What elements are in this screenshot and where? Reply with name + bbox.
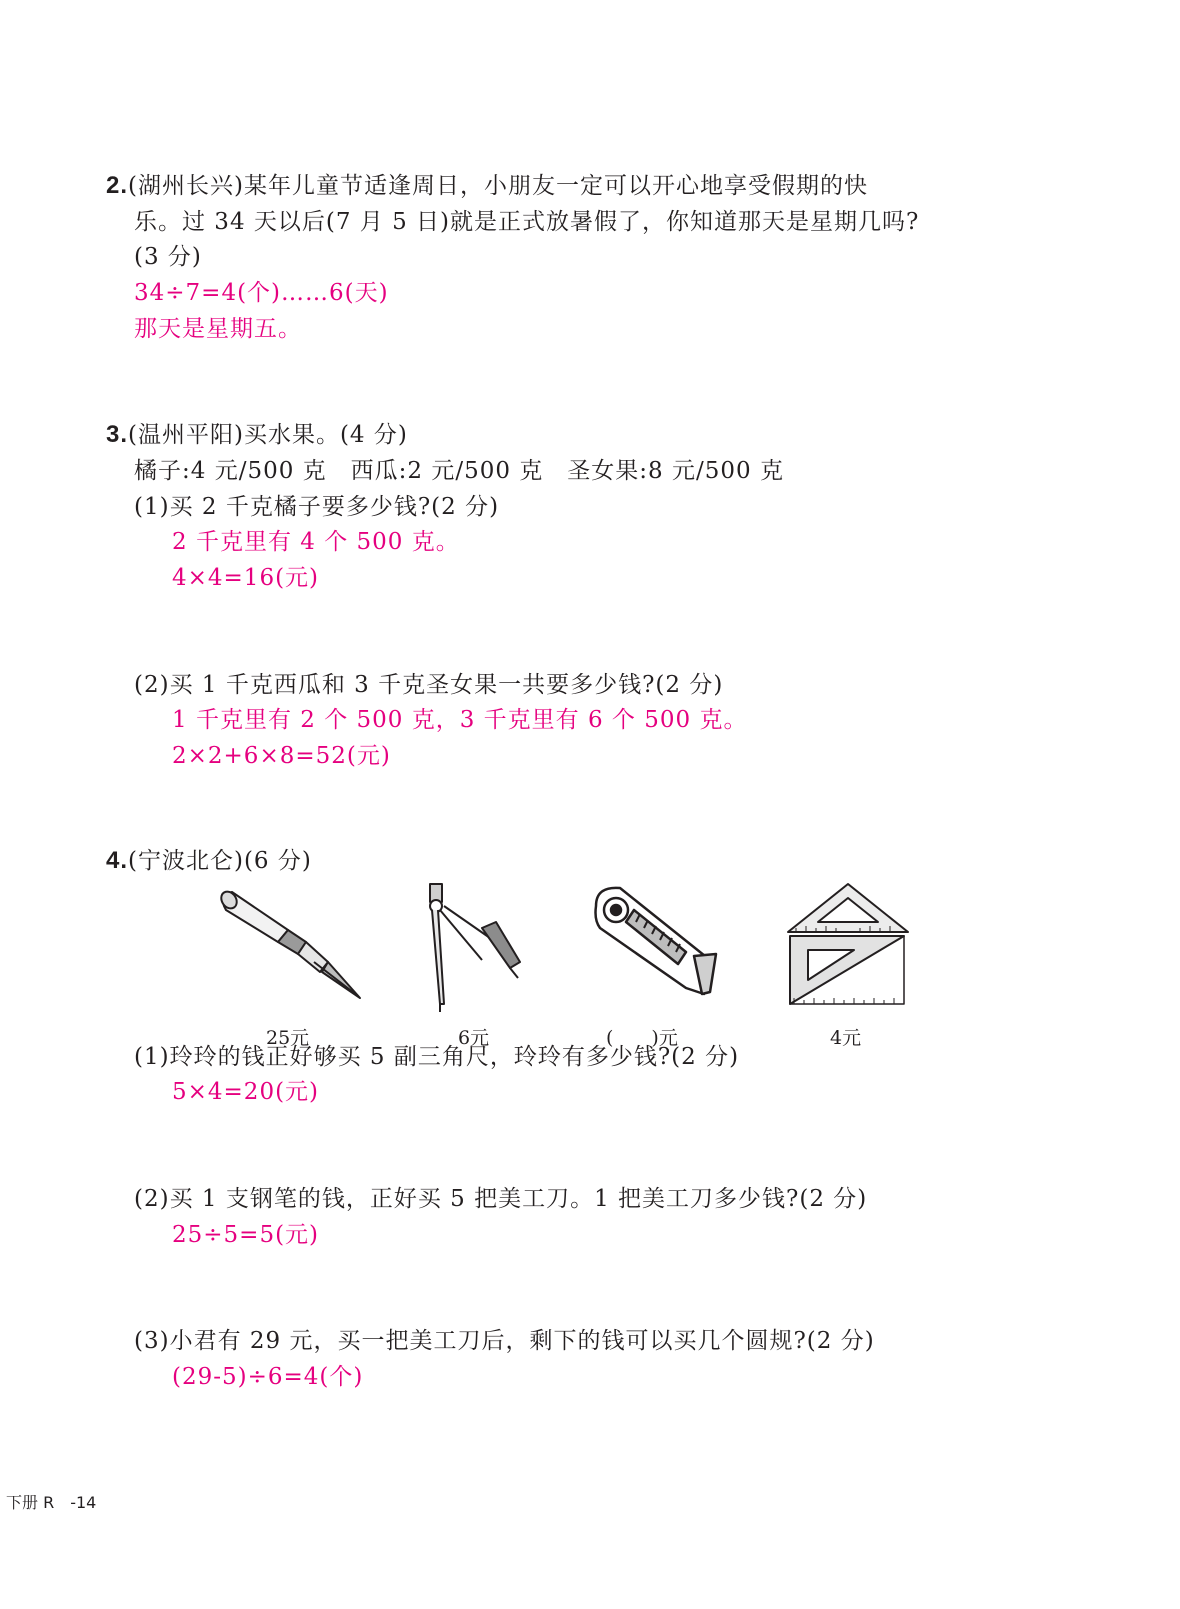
question-3-part-2-answer-1: 1 千克里有 2 个 500 克，3 千克里有 6 个 500 克。 — [172, 707, 748, 733]
pen-price: 25元 — [266, 1027, 310, 1049]
question-3-part-1: (1)买 2 千克橘子要多少钱?(2 分) — [134, 494, 500, 520]
question-4-part-2: (2)买 1 支钢笔的钱，正好买 5 把美工刀。1 把美工刀多少钱?(2 分) — [134, 1186, 868, 1212]
question-4-line-1 — [106, 846, 312, 876]
question-4-part-3-answer: (29-5)÷6=4(个) — [172, 1364, 364, 1390]
question-2-answer-calc: 34÷7=4(个)……6(天) — [134, 280, 389, 306]
question-3-prices: 橘子:4 元/500 克 西瓜:2 元/500 克 圣女果:8 元/500 克 — [134, 458, 784, 484]
question-2-number: 2. — [106, 172, 129, 199]
page-footer: 下册 R -14 — [6, 1493, 97, 1512]
question-4-part-1: (1)玲玲的钱正好够买 5 副三角尺，玲玲有多少钱?(2 分) — [134, 1044, 740, 1070]
compass-price: 6元 — [458, 1027, 490, 1049]
utility-knife-price: ( )元 — [606, 1027, 678, 1049]
utility-knife-icon — [586, 876, 726, 1016]
triangle-ruler-icon — [784, 876, 914, 1016]
stationery-figure — [218, 876, 930, 1056]
compass-icon — [410, 876, 530, 1016]
question-3-number: 3. — [106, 421, 129, 448]
triangle-ruler-price: 4元 — [830, 1027, 862, 1049]
question-3-title: (温州平阳)买水果。(4 分) — [128, 422, 408, 448]
question-4-part-3: (3)小君有 29 元，买一把美工刀后，剩下的钱可以买几个圆规?(2 分) — [134, 1328, 875, 1354]
question-3-part-1-answer-1: 2 千克里有 4 个 500 克。 — [172, 529, 460, 555]
question-4-part-1-answer: 5×4=20(元) — [172, 1079, 320, 1105]
question-2-text: (湖州长兴)某年儿童节适逢周日，小朋友一定可以开心地享受假期的快 — [128, 173, 868, 199]
question-3-part-2-answer-2: 2×2+6×8=52(元) — [172, 743, 391, 769]
question-4-part-2-answer: 25÷5=5(元) — [172, 1222, 320, 1248]
question-3-part-1-answer-2: 4×4=16(元) — [172, 565, 320, 591]
fountain-pen-icon — [218, 876, 368, 1016]
question-2-line-1 — [106, 171, 868, 201]
question-3-part-2: (2)买 1 千克西瓜和 3 千克圣女果一共要多少钱?(2 分) — [134, 672, 724, 698]
question-2-points: (3 分) — [134, 244, 202, 270]
question-2-answer-text: 那天是星期五。 — [134, 316, 302, 342]
question-3-line-1 — [106, 420, 408, 450]
question-2-line-2: 乐。过 34 天以后(7 月 5 日)就是正式放暑假了，你知道那天是星期几吗? — [134, 209, 920, 235]
question-4-title: (宁波北仑)(6 分) — [128, 848, 312, 874]
question-4-number: 4. — [106, 847, 129, 874]
